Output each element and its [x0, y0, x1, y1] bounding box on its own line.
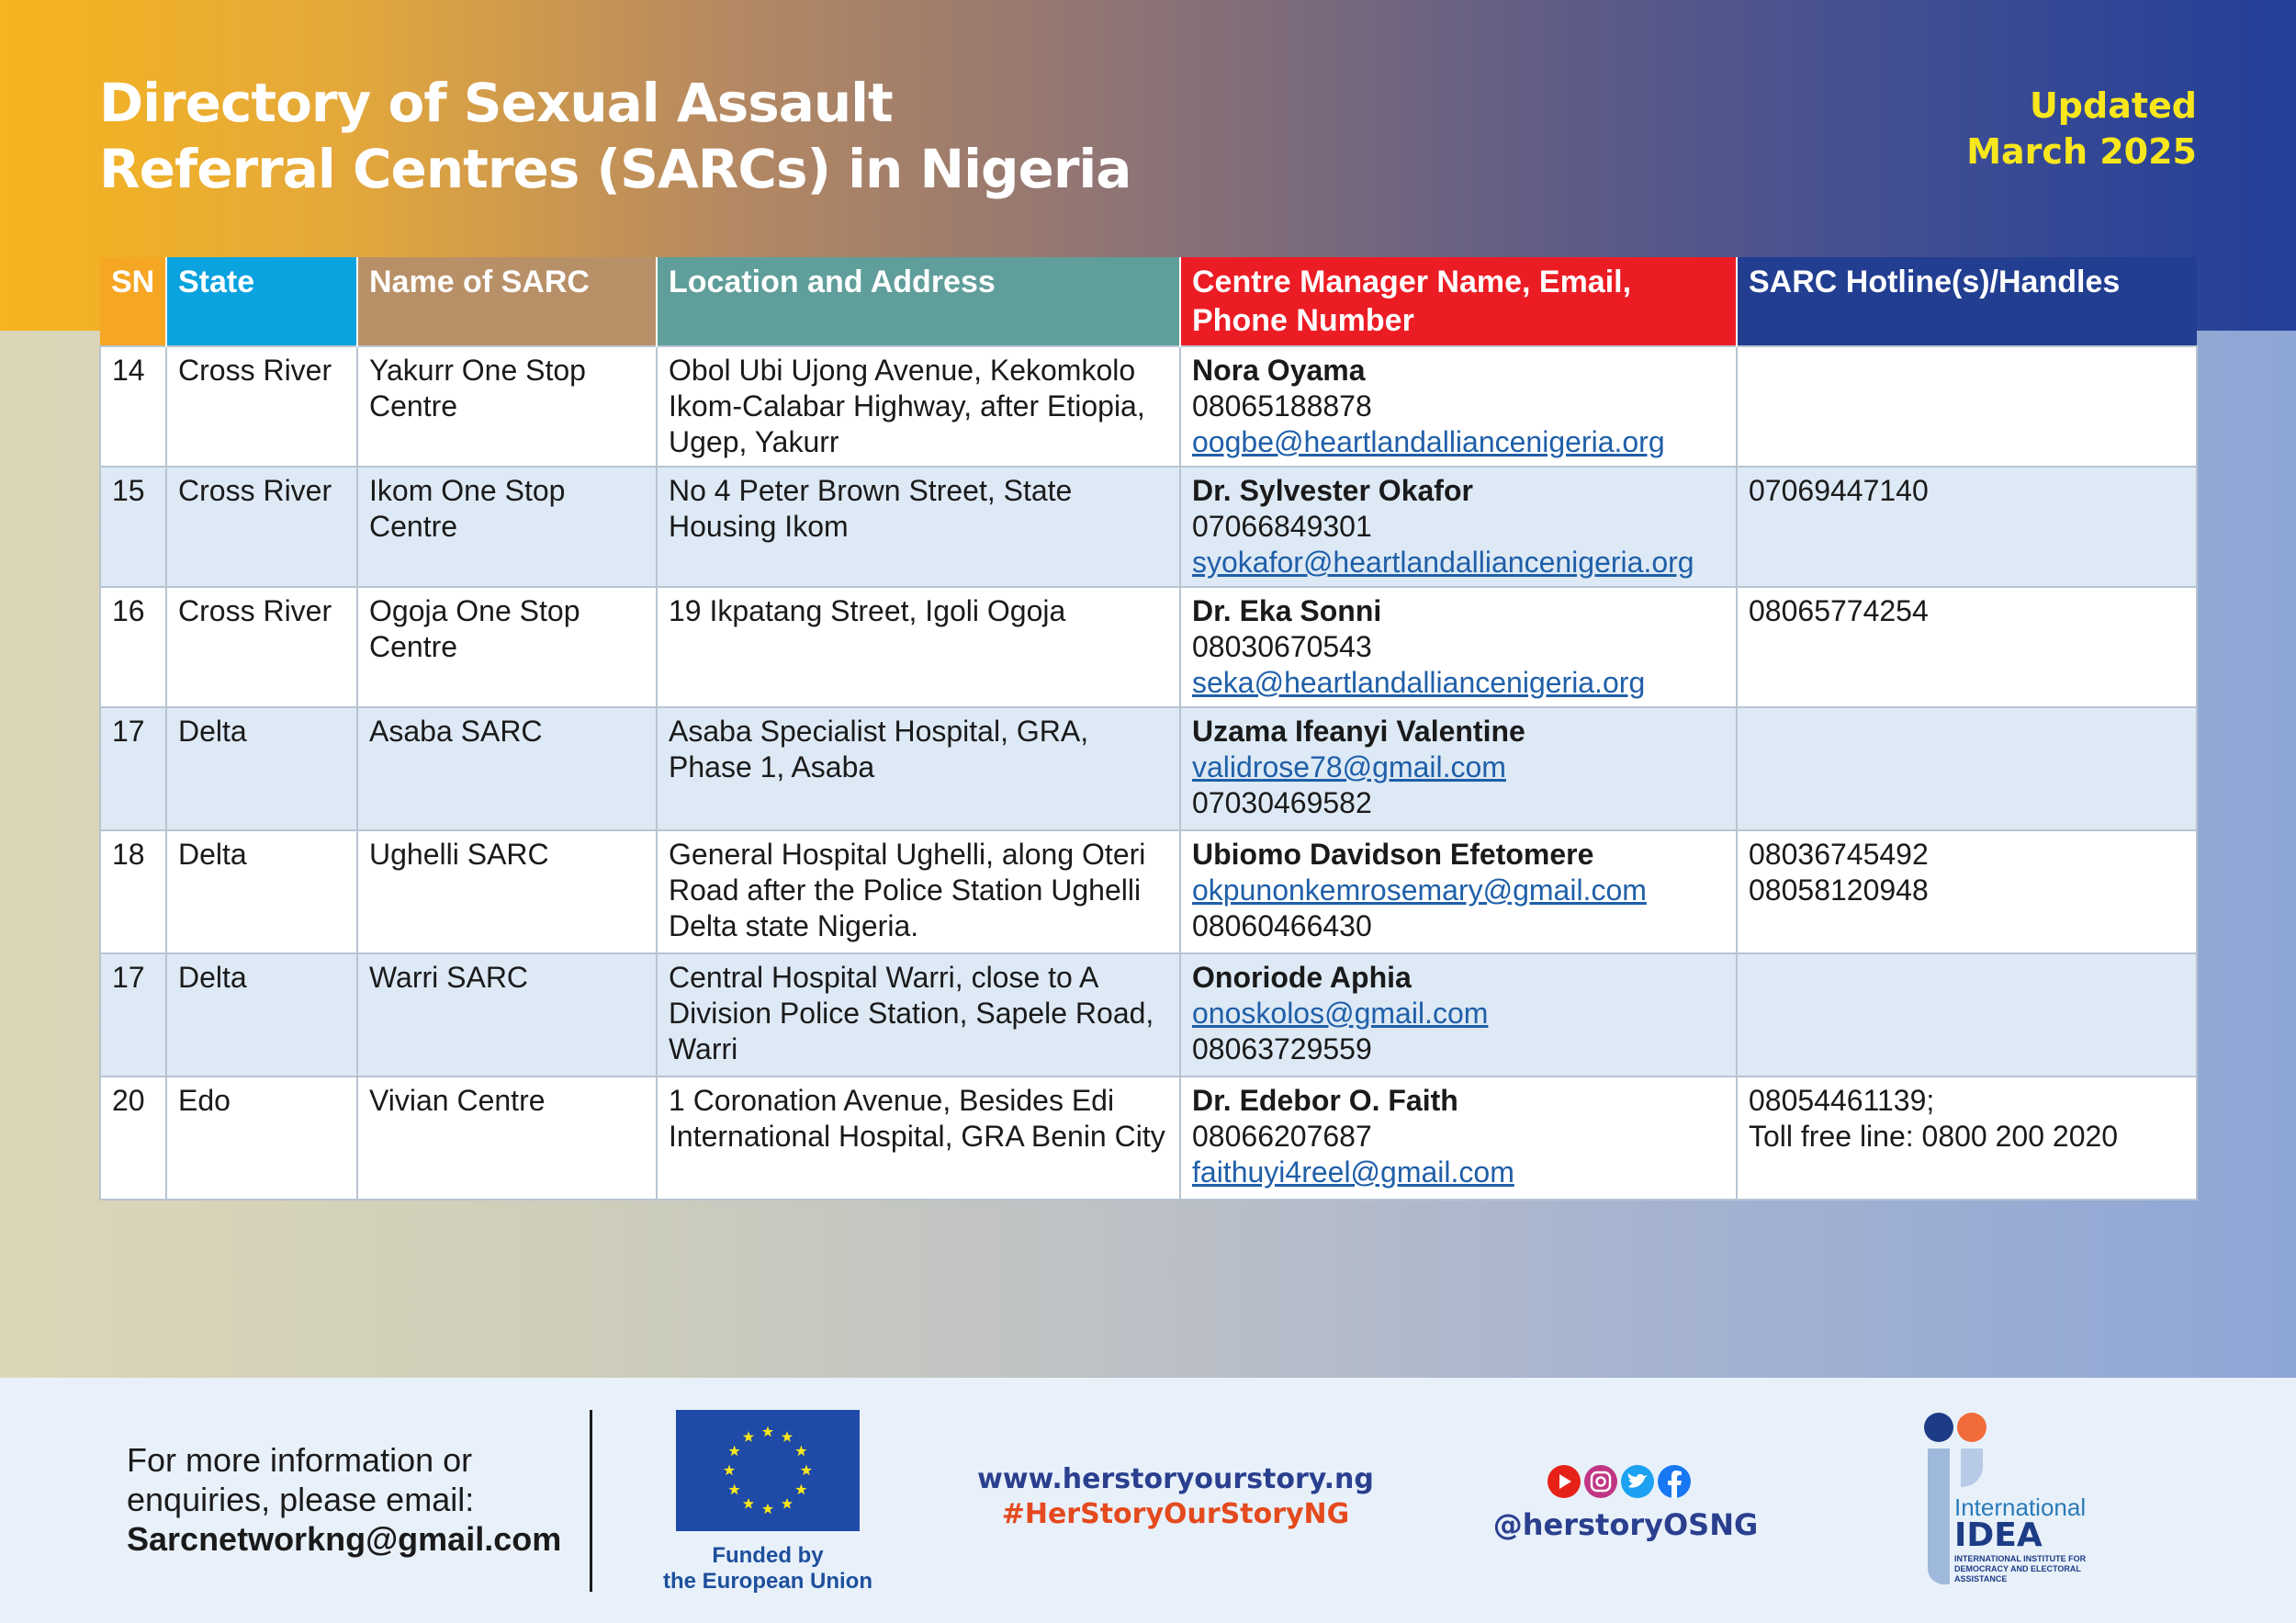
manager-email-link[interactable]: okpunonkemrosemary@gmail.com	[1192, 873, 1647, 907]
manager-phone: 07030469582	[1192, 786, 1372, 819]
cell-manager	[1180, 953, 1737, 1076]
manager-name: Ubiomo Davidson Efetomere	[1192, 838, 1594, 871]
website-block	[955, 1462, 1396, 1532]
column-header-state: State	[166, 257, 357, 346]
footer-info-line2: enquiries, please email:	[127, 1481, 475, 1518]
updated-date	[1829, 83, 2197, 175]
social-handle[interactable]: @herstoryOSNG	[1492, 1507, 1759, 1542]
idea-subtitle: INTERNATIONAL INSTITUTE FOR DEMOCRACY AND ELECTORAL ASSISTANCE	[1954, 1554, 2087, 1584]
table-header-row	[100, 257, 2197, 346]
table-row	[100, 707, 2197, 830]
updated-month: March 2025	[1966, 131, 2197, 172]
eu-funding-caption	[634, 1543, 902, 1595]
instagram-icon[interactable]	[1584, 1465, 1617, 1498]
hotline-number-secondary: 08058120948	[1749, 873, 1929, 907]
cell-location: Central Hospital Warri, close to A Division Police Station, Sapele Road, Warri	[657, 953, 1180, 1076]
column-header-name: Name of SARC	[357, 257, 657, 346]
cell-name: Asaba SARC	[357, 707, 657, 830]
table-row	[100, 467, 2197, 587]
hotline-number: 08036745492	[1749, 838, 1929, 871]
cell-name: Ughelli SARC	[357, 830, 657, 953]
cell-hotline	[1737, 707, 2197, 830]
website-link[interactable]: www.herstoryourstory.ng	[977, 1463, 1374, 1495]
manager-email-link[interactable]: onoskolos@gmail.com	[1192, 997, 1489, 1030]
cell-manager	[1180, 587, 1737, 707]
cell-state: Edo	[166, 1076, 357, 1200]
table-row	[100, 830, 2197, 953]
cell-manager	[1180, 707, 1737, 830]
cell-hotline	[1737, 346, 2197, 467]
cell-hotline	[1737, 587, 2197, 707]
cell-sn: 18	[100, 830, 166, 953]
cell-location: 1 Coronation Avenue, Besides Edi International Hospital, GRA Benin City	[657, 1076, 1180, 1200]
column-header-location: Location and Address	[657, 257, 1180, 346]
eu-flag-icon	[676, 1410, 860, 1531]
hotline-number: 08054461139;	[1749, 1084, 1935, 1117]
manager-email-link[interactable]: syokafor@heartlandalliancenigeria.org	[1192, 546, 1694, 579]
manager-phone: 08066207687	[1192, 1120, 1372, 1153]
page-title	[99, 70, 1247, 202]
cell-state: Delta	[166, 953, 357, 1076]
cell-state: Delta	[166, 830, 357, 953]
page-title-line1: Directory of Sexual Assault	[99, 72, 893, 134]
cell-manager	[1180, 1076, 1737, 1200]
cell-sn: 16	[100, 587, 166, 707]
footer-contact	[127, 1440, 604, 1559]
table-row	[100, 953, 2197, 1076]
manager-email-link[interactable]: faithuyi4reel@gmail.com	[1192, 1155, 1514, 1189]
column-header-hotline: SARC Hotline(s)/Handles	[1737, 257, 2197, 346]
manager-phone: 08063729559	[1192, 1032, 1372, 1065]
hotline-number-secondary: Toll free line: 0800 200 2020	[1749, 1120, 2119, 1153]
cell-hotline	[1737, 1076, 2197, 1200]
cell-sn: 20	[100, 1076, 166, 1200]
manager-phone: 08030670543	[1192, 630, 1372, 663]
manager-name: Dr. Eka Sonni	[1192, 594, 1382, 627]
footer-email-link[interactable]: Sarcnetworkng@gmail.com	[127, 1520, 562, 1558]
cell-sn: 14	[100, 346, 166, 467]
hashtag: #HerStoryOurStoryNG	[1001, 1498, 1350, 1530]
facebook-icon[interactable]	[1658, 1465, 1691, 1498]
cell-state: Cross River	[166, 587, 357, 707]
cell-manager	[1180, 467, 1737, 587]
cell-location: Asaba Specialist Hospital, GRA, Phase 1, Asaba	[657, 707, 1180, 830]
hotline-number: 07069447140	[1749, 474, 1929, 507]
cell-name: Ikom One Stop Centre	[357, 467, 657, 587]
cell-location: 19 Ikpatang Street, Igoli Ogoja	[657, 587, 1180, 707]
column-header-manager: Centre Manager Name, Email, Phone Number	[1180, 257, 1737, 346]
cell-state: Cross River	[166, 346, 357, 467]
cell-name: Yakurr One Stop Centre	[357, 346, 657, 467]
table-row	[100, 1076, 2197, 1200]
idea-name-label: IDEA	[1954, 1516, 2043, 1554]
manager-phone: 08060466430	[1192, 909, 1372, 942]
cell-name: Ogoja One Stop Centre	[357, 587, 657, 707]
footer-info-line1: For more information or	[127, 1441, 473, 1479]
cell-hotline	[1737, 830, 2197, 953]
cell-name: Vivian Centre	[357, 1076, 657, 1200]
cell-sn: 15	[100, 467, 166, 587]
cell-location: General Hospital Ughelli, along Oteri Road after the Police Station Ughelli Delta state Nigeria.	[657, 830, 1180, 953]
manager-phone: 08065188878	[1192, 389, 1372, 423]
eu-caption-line1: Funded by	[712, 1543, 824, 1568]
updated-label: Updated	[2029, 85, 2197, 126]
social-icons	[1547, 1462, 1694, 1501]
cell-name: Warri SARC	[357, 953, 657, 1076]
cell-hotline	[1737, 953, 2197, 1076]
manager-name: Onoriode Aphia	[1192, 961, 1412, 994]
table-row	[100, 587, 2197, 707]
cell-location: Obol Ubi Ujong Avenue, Kekomkolo Ikom-Calabar Highway, after Etiopia, Ugep, Yakurr	[657, 346, 1180, 467]
footer-divider	[590, 1410, 592, 1592]
manager-phone: 07066849301	[1192, 510, 1372, 543]
twitter-icon[interactable]	[1621, 1465, 1654, 1498]
cell-state: Cross River	[166, 467, 357, 587]
idea-international-label: International	[1954, 1493, 2087, 1521]
table-row	[100, 346, 2197, 467]
manager-name: Dr. Edebor O. Faith	[1192, 1084, 1458, 1117]
cell-manager	[1180, 830, 1737, 953]
manager-email-link[interactable]: oogbe@heartlandalliancenigeria.org	[1192, 425, 1665, 458]
cell-location: No 4 Peter Brown Street, State Housing Ikom	[657, 467, 1180, 587]
youtube-icon[interactable]	[1548, 1465, 1581, 1498]
sarc-directory-table	[99, 257, 2198, 1200]
cell-manager	[1180, 346, 1737, 467]
page-title-line2: Referral Centres (SARCs) in Nigeria	[99, 138, 1131, 200]
hotline-number: 08065774254	[1749, 594, 1929, 627]
cell-state: Delta	[166, 707, 357, 830]
manager-name: Uzama Ifeanyi Valentine	[1192, 715, 1525, 748]
cell-sn: 17	[100, 707, 166, 830]
cell-sn: 17	[100, 953, 166, 1076]
manager-email-link[interactable]: seka@heartlandalliancenigeria.org	[1192, 666, 1646, 699]
manager-name: Dr. Sylvester Okafor	[1192, 474, 1473, 507]
column-header-sn: SN	[100, 257, 166, 346]
eu-caption-line2: the European Union	[663, 1569, 872, 1594]
cell-hotline	[1737, 467, 2197, 587]
manager-email-link[interactable]: validrose78@gmail.com	[1192, 750, 1506, 783]
manager-name: Nora Oyama	[1192, 354, 1366, 387]
